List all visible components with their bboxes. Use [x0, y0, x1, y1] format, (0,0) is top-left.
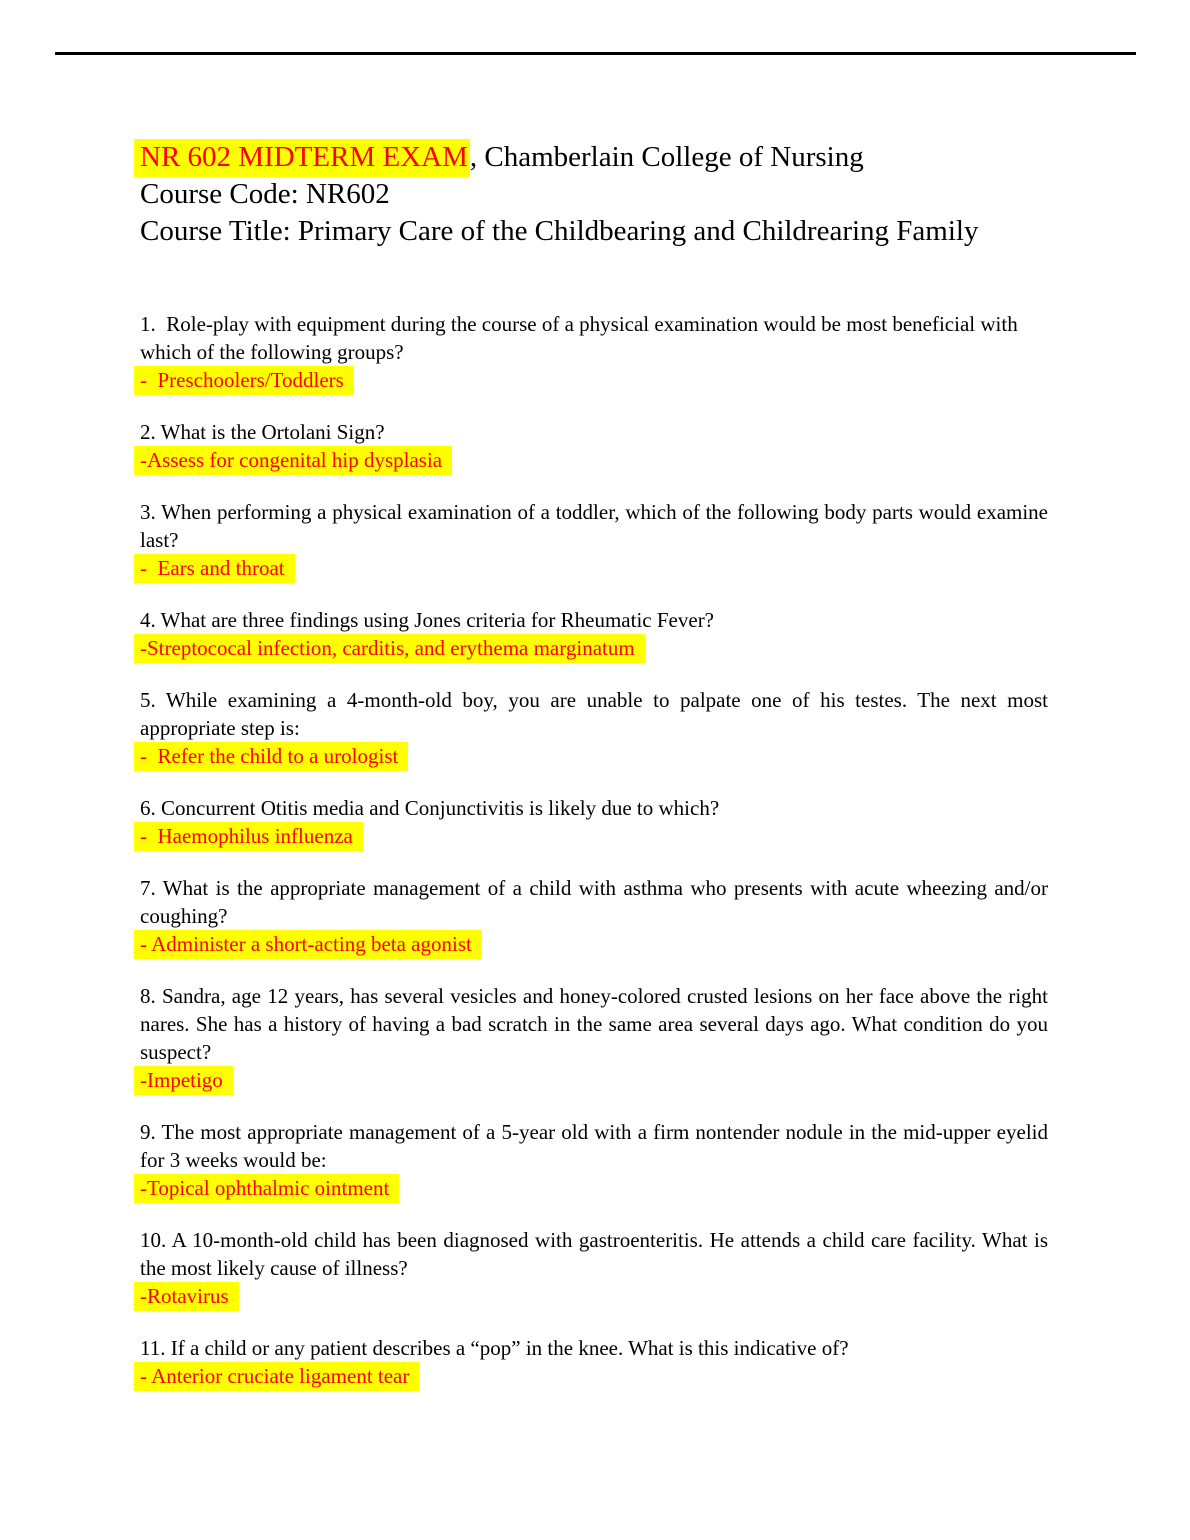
question-text: 3. When performing a physical examination of a toddler, which of the following body parts would examine last? [140, 500, 1048, 552]
question-block [140, 1334, 1048, 1390]
question-text: 5. While examining a 4-month-old boy, you are unable to palpate one of his testes. The next most appropriate step is: [140, 688, 1048, 740]
answer-highlight: - Haemophilus influenza [134, 822, 363, 851]
question-block [140, 686, 1048, 770]
question-text: 1. Role-play with equipment during the course of a physical examination would be most beneficial with which of the following groups? [140, 312, 1023, 364]
question-text: 4. What are three findings using Jones criteria for Rheumatic Fever? [140, 608, 715, 632]
title-suffix: , Chamberlain College of Nursing [469, 141, 864, 173]
question-block [140, 982, 1048, 1094]
document-title [140, 139, 1048, 250]
answer-line [140, 822, 1048, 850]
answer-line [140, 1282, 1048, 1310]
question-text: 7. What is the appropriate management of a child with asthma who presents with acute wheezing and/or coughing? [140, 876, 1048, 928]
answer-highlight: - Refer the child to a urologist [134, 742, 408, 771]
question-block [140, 874, 1048, 958]
question-text: 10. A 10-month-old child has been diagnosed with gastroenteritis. He attends a child care facility. What is the most likely cause of illness? [140, 1228, 1048, 1280]
title-line [140, 139, 1048, 176]
answer-highlight: -Rotavirus [134, 1282, 239, 1311]
document-body [140, 139, 1048, 1414]
title-highlight: NR 602 MIDTERM EXAM [134, 139, 470, 177]
question-text: 11. If a child or any patient describes a “pop” in the knee. What is this indicative of? [140, 1336, 849, 1360]
course-code: Course Code: NR602 [140, 178, 390, 210]
answer-highlight: - Anterior cruciate ligament tear [134, 1362, 419, 1391]
answer-highlight: - Ears and throat [134, 554, 295, 583]
answer-highlight: - Preschoolers/Toddlers [134, 366, 354, 395]
answer-line [140, 742, 1048, 770]
answer-highlight: -Topical ophthalmic ointment [134, 1174, 399, 1203]
answer-line [140, 634, 1048, 662]
question-text: 8. Sandra, age 12 years, has several vesicles and honey-colored crusted lesions on her face above the right nares. She has a history of having a bad scratch in the same area several days ago. What condition do you suspect? [140, 984, 1048, 1064]
answer-highlight: -Assess for congenital hip dysplasia [134, 446, 452, 475]
answer-highlight: - Administer a short-acting beta agonist [134, 930, 482, 959]
question-block [140, 418, 1048, 474]
question-text: 6. Concurrent Otitis media and Conjunctivitis is likely due to which? [140, 796, 720, 820]
answer-line [140, 446, 1048, 474]
answer-line [140, 1362, 1048, 1390]
question-block [140, 310, 1048, 394]
question-block [140, 498, 1048, 582]
answer-highlight: -Impetigo [134, 1066, 233, 1095]
top-rule [55, 52, 1136, 55]
question-block [140, 794, 1048, 850]
question-block [140, 1118, 1048, 1202]
question-text: 9. The most appropriate management of a 5-year old with a firm nontender nodule in the mid-upper eyelid for 3 weeks would be: [140, 1120, 1048, 1172]
question-list [140, 310, 1048, 1390]
answer-highlight: -Streptococal infection, carditis, and erythema marginatum [134, 634, 645, 663]
question-text: 2. What is the Ortolani Sign? [140, 420, 385, 444]
answer-line [140, 930, 1048, 958]
question-block [140, 1226, 1048, 1310]
answer-line [140, 1174, 1048, 1202]
course-title: Course Title: Primary Care of the Childbearing and Childrearing Family [140, 215, 979, 247]
question-block [140, 606, 1048, 662]
answer-line [140, 1066, 1048, 1094]
answer-line [140, 554, 1048, 582]
answer-line [140, 366, 1048, 394]
